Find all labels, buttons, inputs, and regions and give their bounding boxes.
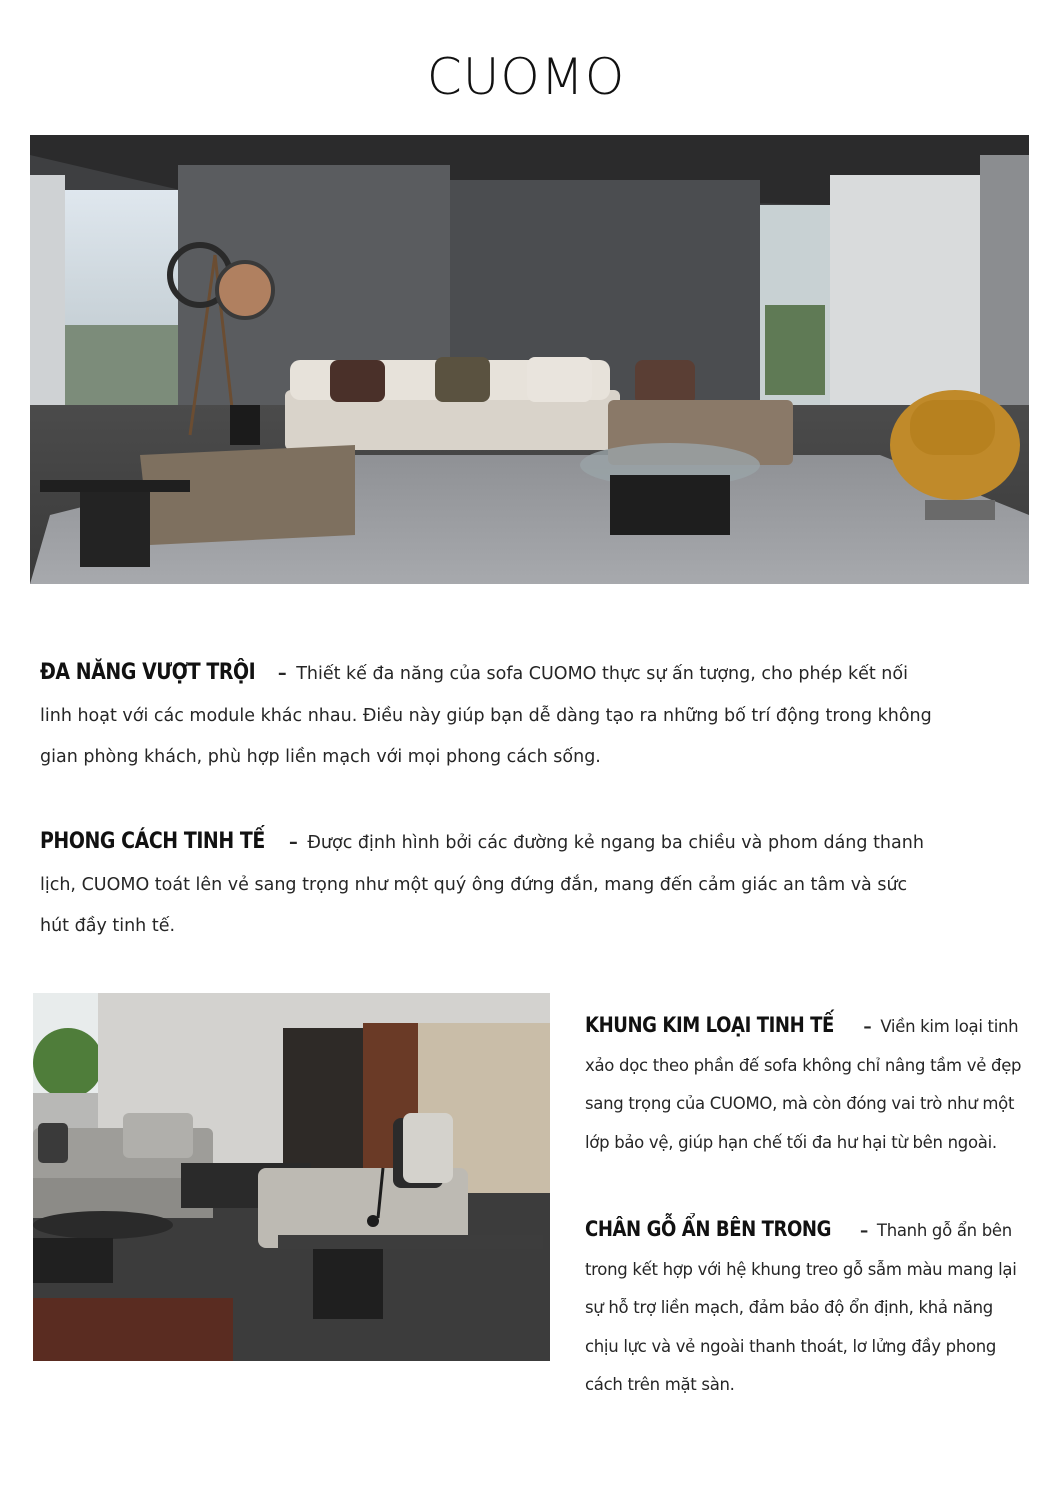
section-hidden-legs (585, 1210, 1025, 1405)
section-heading: ĐA NĂNG VƯỢT TRỘI (40, 660, 256, 685)
page-title: CUOMO (426, 48, 626, 106)
section-body: Thiết kế đa năng của sofa CUOMO thực sự ấn tượng, cho phép kết nối linh hoạt với các module khác nhau. Điều này giúp bạn dễ dàng tạo ra những bố trí động trong không gian phòng khách, phù hợp liền mạch với mọi phong cách sống. (40, 664, 932, 767)
section-versatility (40, 652, 940, 779)
section-body: Được định hình bởi các đường kẻ ngang ba chiều và phom dáng thanh lịch, CUOMO toát lên vẻ sang trọng như một quý ông đứng đắn, mang đến cảm giác an tâm và sức hút đầy tinh tế. (40, 833, 924, 936)
section-heading: CHÂN GỖ ẨN BÊN TRONG (585, 1217, 832, 1241)
section-body: Thanh gỗ ẩn bên trong kết hợp với hệ khung treo gỗ sẫm màu mang lại sự hỗ trợ liền mạch, đảm bảo độ ổn định, khả năng chịu lực và vẻ ngoài thanh thoát, lơ lửng đầy phong cách trên mặt sàn. (585, 1221, 1017, 1394)
section-heading: KHUNG KIM LOẠI TINH TẾ (585, 1013, 834, 1037)
section-heading: PHONG CÁCH TINH TẾ (40, 829, 265, 854)
hero-photo (30, 135, 1029, 584)
section-dash: – (289, 833, 298, 853)
section-metal-frame (585, 1006, 1025, 1162)
section-dash: – (863, 1017, 872, 1036)
section-body: Viền kim loại tinh xảo dọc theo phần đế sofa không chỉ nâng tầm vẻ đẹp sang trọng của CUOMO, mà còn đóng vai trò như một lớp bảo vệ, giúp hạn chế tối đa hư hại từ bên ngoài. (585, 1017, 1022, 1152)
section-style (40, 821, 940, 948)
second-photo (33, 993, 550, 1361)
section-dash: – (860, 1221, 868, 1240)
section-dash: – (277, 664, 287, 684)
